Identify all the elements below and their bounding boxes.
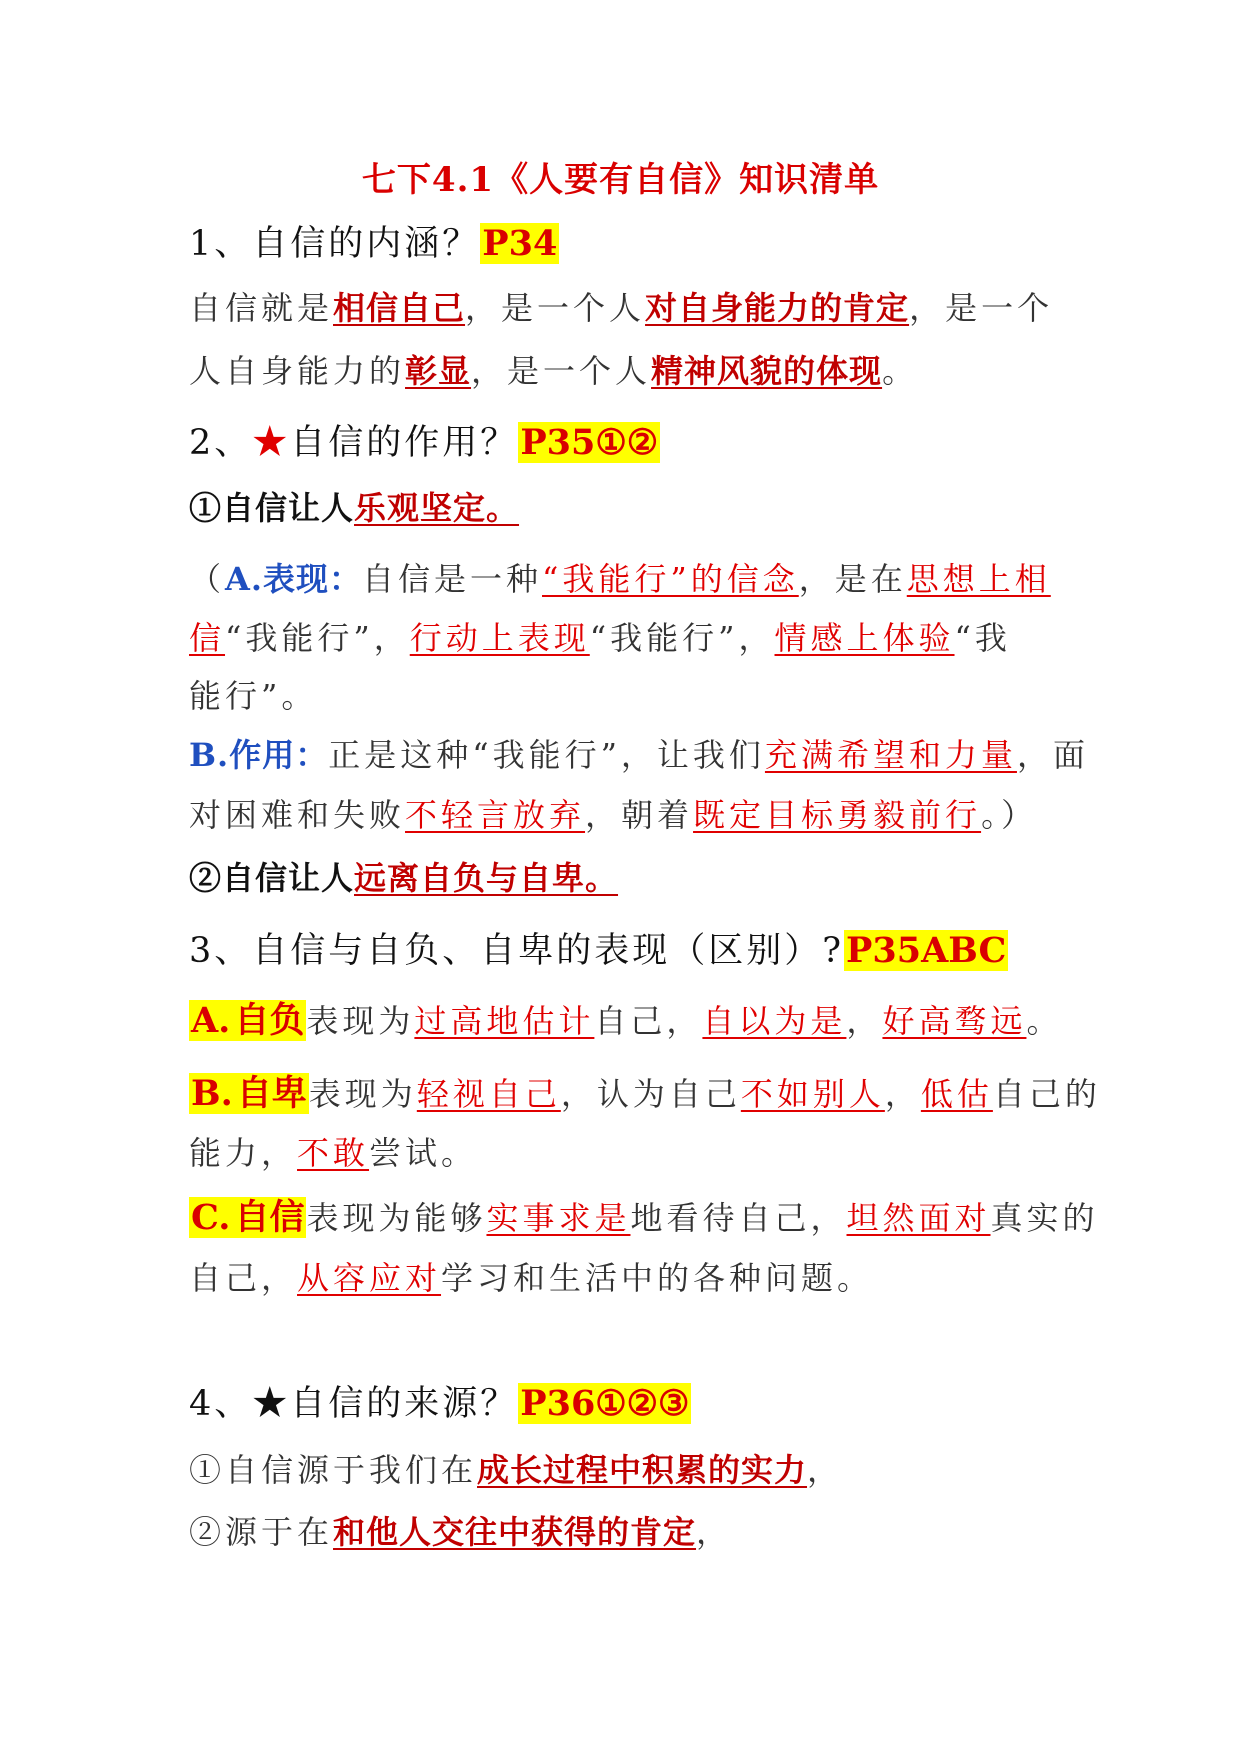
q4-page-ref: P36①②③: [520, 1383, 690, 1424]
q2-heading: [189, 415, 660, 465]
term-confidence: 自信: [234, 1197, 305, 1238]
q4-line-2: [189, 1507, 732, 1553]
key-point: 信: [189, 619, 226, 657]
text: 表现为能够: [306, 1199, 487, 1237]
text: ，: [696, 1513, 733, 1551]
key-point: 充满希望和力量: [764, 736, 1017, 774]
key-point: 相信自己: [333, 289, 466, 327]
text: ，认为自己: [560, 1075, 741, 1113]
text: ，是一个: [909, 289, 1054, 327]
text: 自己，: [594, 1002, 703, 1040]
text: 能力，: [189, 1134, 298, 1172]
q2-heading-text: 自信的作用？: [290, 423, 519, 463]
key-point: 不如别人: [740, 1075, 885, 1113]
text: 学习和生活中的各种问题。: [441, 1259, 874, 1297]
text: 对困难和失败: [189, 796, 406, 834]
text: 自信就是: [189, 289, 334, 327]
text: 自己，: [189, 1259, 298, 1297]
key-point: 乐观坚定。: [354, 489, 520, 527]
q2-number: 2、: [189, 423, 253, 463]
text: ，是在: [798, 560, 907, 598]
key-point: 和他人交往中获得的肯定: [333, 1513, 697, 1551]
q1-heading-text: 1、自信的内涵？: [189, 224, 481, 264]
page-title: 七下4.1《人要有自信》知识清单: [361, 160, 880, 200]
label-a: A.: [191, 1000, 231, 1041]
q2-point-2: [189, 853, 618, 899]
q1-line-2: [189, 346, 918, 392]
key-point: 轻视自己: [416, 1075, 561, 1113]
star-icon: ★: [252, 423, 291, 463]
text: ②源于在: [189, 1513, 334, 1551]
key-point: 低估: [920, 1075, 993, 1113]
q1-heading: [189, 216, 559, 266]
text: ①自信源于我们在: [189, 1451, 478, 1489]
q2-b-line-2: [189, 790, 1037, 836]
text: 人自身能力的: [189, 352, 406, 390]
key-point: 自以为是: [702, 1002, 847, 1040]
key-point: 坦然面对: [846, 1199, 991, 1237]
text: 真实的: [990, 1199, 1099, 1237]
text: ，是一个人: [471, 352, 652, 390]
key-point: 成长过程中积累的实力: [477, 1451, 808, 1489]
q3-a-line: [189, 993, 1062, 1043]
q3-c-line-1: [189, 1190, 1099, 1240]
key-point: 实事求是: [486, 1199, 631, 1237]
key-point: 对自身能力的肯定: [645, 289, 910, 327]
text: “我能行”，: [589, 619, 775, 657]
text: “我: [954, 619, 1011, 657]
q4-heading: [189, 1376, 691, 1426]
text: ，: [846, 1002, 883, 1040]
text: 自信是一种: [362, 560, 543, 598]
label-b: B.: [191, 1073, 233, 1114]
key-point: “我能行”的信念: [542, 560, 799, 598]
text: 。）: [981, 796, 1038, 834]
label-b: B.作用：: [189, 736, 329, 774]
key-point: 从容应对: [297, 1259, 442, 1297]
q4-line-1: [189, 1445, 843, 1491]
term-arrogance: 自负: [234, 1000, 305, 1041]
key-point: 思想上相: [906, 560, 1051, 598]
text: “我能行”，: [225, 619, 410, 657]
text: ，是一个人: [465, 289, 646, 327]
text: ②自信让人: [189, 859, 355, 897]
q3-c-line-2: [189, 1253, 873, 1299]
q3-b-line-2: [189, 1128, 477, 1174]
q2-a-line-2: [189, 613, 1011, 659]
key-point: 彰显: [405, 352, 472, 390]
key-point: 精神风貌的体现: [651, 352, 883, 390]
q3-heading: [189, 923, 1008, 973]
text: ，: [807, 1451, 844, 1489]
key-point: 好高骛远: [882, 1002, 1027, 1040]
text: （: [189, 560, 226, 598]
text: 自己的: [992, 1075, 1101, 1113]
key-point: 行动上表现: [409, 619, 590, 657]
q2-b-line-1: [189, 730, 1089, 776]
text: 表现为: [308, 1075, 417, 1113]
key-point: 情感上体验: [774, 619, 955, 657]
key-point: 不敢: [297, 1134, 370, 1172]
key-point: 过高地估计: [414, 1002, 595, 1040]
term-inferiority: 自卑: [236, 1073, 307, 1114]
q1-line-1: [189, 283, 1053, 329]
label-a: A.表现：: [225, 560, 362, 598]
text: 正是这种“我能行”，让我们: [328, 736, 765, 774]
q3-heading-text: 3、自信与自负、自卑的表现（区别）?: [189, 931, 845, 971]
text: ①自信让人: [189, 489, 355, 527]
q4-heading-text: 4、★自信的来源？: [189, 1384, 519, 1424]
text: 地看待自己，: [630, 1199, 847, 1237]
q2-point-1: [189, 483, 519, 529]
q2-a-line-3: 能行”。: [189, 677, 318, 715]
q2-page-ref: P35①②: [520, 422, 659, 463]
q3-page-ref: P35ABC: [846, 930, 1007, 971]
text: ，面: [1016, 736, 1089, 774]
text: ，朝着: [585, 796, 694, 834]
q2-a-line-1: [189, 554, 1051, 600]
key-point: 远离自负与自卑。: [354, 859, 619, 897]
label-c: C.: [191, 1197, 231, 1238]
key-point: 不轻言放弃: [405, 796, 586, 834]
text: 尝试。: [369, 1134, 478, 1172]
text: 表现为: [306, 1002, 415, 1040]
key-point: 既定目标勇毅前行: [693, 796, 982, 834]
q3-b-line-1: [189, 1066, 1101, 1116]
text: 。: [1026, 1002, 1063, 1040]
text: 。: [882, 352, 919, 390]
q1-page-ref: P34: [482, 223, 558, 264]
text: ，: [884, 1075, 921, 1113]
